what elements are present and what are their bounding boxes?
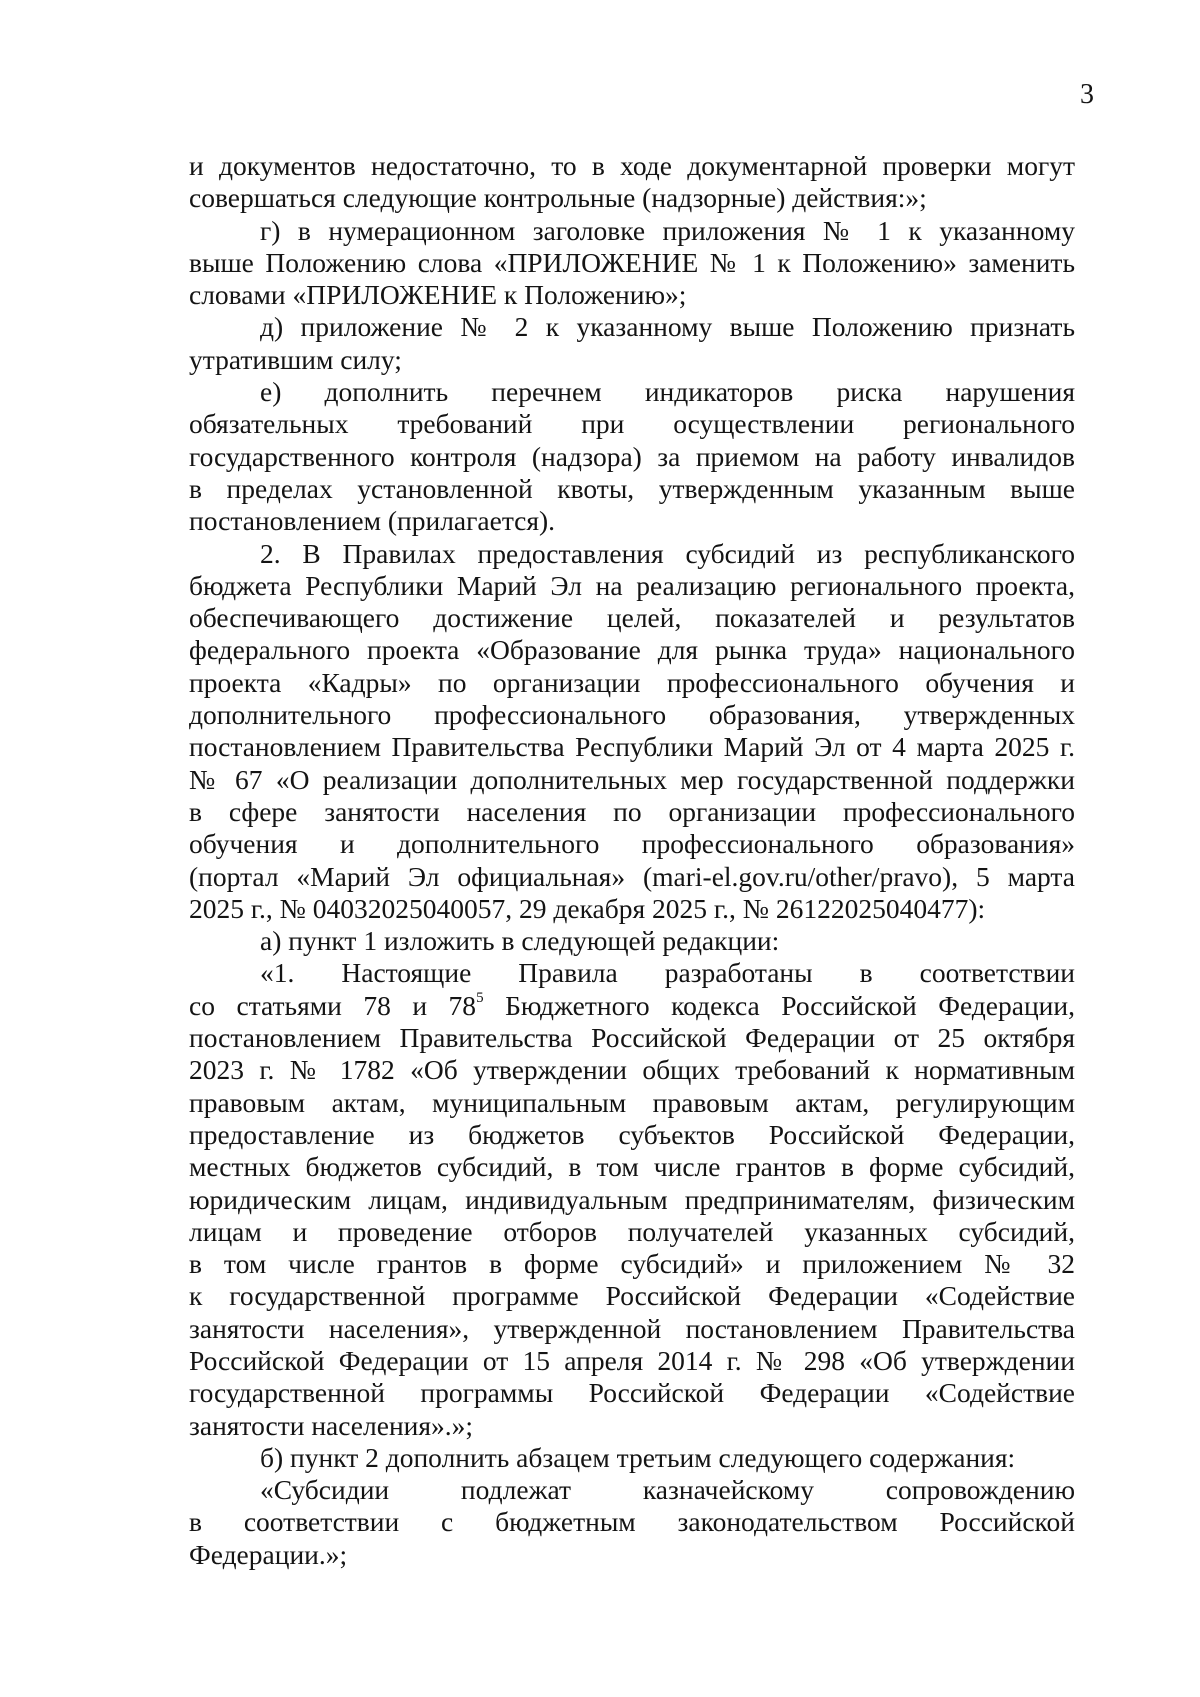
text-line: обеспечивающего достижение целей, показателей и результатов [189, 602, 1075, 634]
text-line: государственной программы Российской Федерации «Содействие [189, 1377, 1075, 1409]
text-line: местных бюджетов субсидий, в том числе грантов в форме субсидий, [189, 1151, 1075, 1183]
text-line: лицам и проведение отборов получателей указанных субсидий, [189, 1215, 1075, 1247]
text-line: постановлением Правительства Республики Марий Эл от 4 марта 2025 г. [189, 731, 1075, 763]
page-number: 3 [1080, 79, 1094, 110]
text-line: совершаться следующие контрольные (надзорные) действия:»; [189, 182, 927, 214]
text-segment: Бюджетного кодекса Российской Федерации, [483, 989, 1075, 1021]
text-line: федерального проекта «Образование для рынка труда» национального [189, 634, 1075, 666]
text-line: государственного контроля (надзора) за приемом на работу инвалидов [189, 440, 1075, 472]
text-line: в пределах установленной квоты, утвержденным указанным выше [189, 472, 1075, 504]
text-line: в соответствии с бюджетным законодательством Российской [189, 1506, 1075, 1538]
text-line: постановлением Правительства Российской Федерации от 25 октября [189, 1022, 1075, 1054]
text-line: в сфере занятости населения по организации профессионального [189, 795, 1075, 827]
superscript: 5 [476, 989, 484, 1006]
text-line: «Субсидии подлежат казначейскому сопровождению [260, 1474, 1075, 1506]
text-line: в том числе грантов в форме субсидий» и приложением № 32 [189, 1248, 1075, 1280]
text-line: предоставление из бюджетов субъектов Российской Федерации, [189, 1118, 1075, 1150]
text-line: (портал «Марий Эл официальная» (mari-el.gov.ru/other/pravo), 5 марта [189, 860, 1075, 892]
text-line: юридическим лицам, индивидуальным предпринимателям, физическим [189, 1183, 1075, 1215]
text-line: обучения и дополнительного профессионального образования» [189, 828, 1075, 860]
text-line: к государственной программе Российской Федерации «Содействие [189, 1280, 1075, 1312]
text-line: 2023 г. № 1782 «Об утверждении общих требований к нормативным [189, 1054, 1075, 1086]
text-line: № 67 «О реализации дополнительных мер государственной поддержки [189, 763, 1075, 795]
document-body [189, 150, 1075, 1571]
text-line: 2025 г., № 04032025040057, 29 декабря 2025 г., № 26122025040477): [189, 892, 986, 924]
text-line: и документов недостаточно, то в ходе документарной проверки могут [189, 150, 1075, 181]
text-line: е) дополнить перечнем индикаторов риска нарушения [260, 376, 1075, 408]
text-line: дополнительного профессионального образования, утвержденных [189, 699, 1075, 731]
text-line: правовым актам, муниципальным правовым актам, регулирующим [189, 1086, 1075, 1118]
text-line: обязательных требований при осуществлении регионального [189, 408, 1075, 440]
text-line: постановлением (прилагается). [189, 505, 556, 537]
text-line: занятости населения».»; [189, 1409, 474, 1441]
text-line: «1. Настоящие Правила разработаны в соответствии [260, 957, 1075, 989]
text-line: бюджета Республики Марий Эл на реализацию регионального проекта, [189, 569, 1075, 601]
text-line [189, 990, 1075, 1022]
text-line: выше Положению слова «ПРИЛОЖЕНИЕ № 1 к Положению» заменить [189, 246, 1075, 278]
text-line: а) пункт 1 изложить в следующей редакции: [260, 925, 780, 957]
text-line: д) приложение № 2 к указанному выше Положению признать [260, 311, 1075, 343]
text-line: занятости населения», утвержденной постановлением Правительства [189, 1312, 1075, 1344]
text-segment: со статьями 78 и 78 [189, 989, 477, 1021]
text-line: словами «ПРИЛОЖЕНИЕ к Положению»; [189, 279, 687, 311]
text-line: Российской Федерации от 15 апреля 2014 г. № 298 «Об утверждении [189, 1344, 1075, 1376]
text-line: проекта «Кадры» по организации профессионального обучения и [189, 666, 1075, 698]
text-line: 2. В Правилах предоставления субсидий из республиканского [260, 537, 1075, 569]
text-line: Федерации.»; [189, 1538, 348, 1570]
text-line: утратившим силу; [189, 343, 402, 375]
text-line: б) пункт 2 дополнить абзацем третьим следующего содержания: [260, 1441, 1016, 1473]
text-line: г) в нумерационном заголовке приложения № 1 к указанному [260, 214, 1075, 246]
